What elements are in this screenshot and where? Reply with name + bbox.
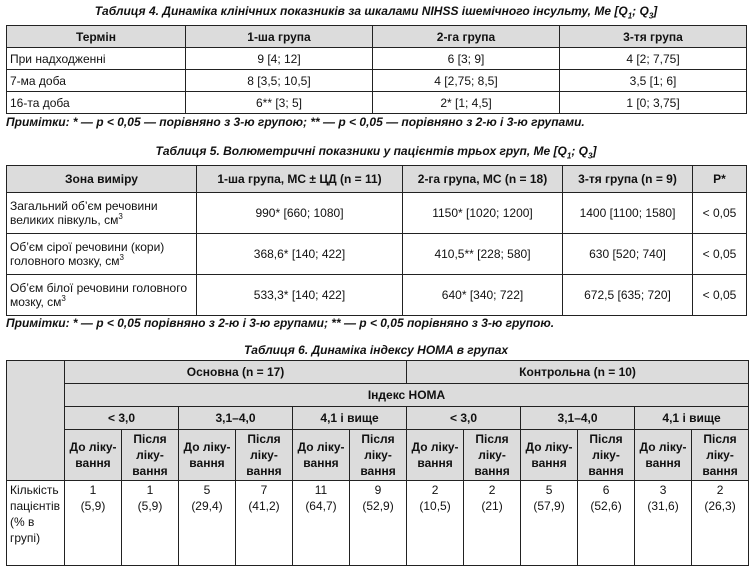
table6-range: 3,1–4,0	[521, 407, 635, 430]
table4-cell: 16-та доба	[7, 92, 186, 114]
table4	[6, 25, 747, 114]
table6-range: 3,1–4,0	[179, 407, 293, 430]
table6-cell: 3 (31,6)	[635, 481, 692, 566]
table5	[6, 165, 747, 316]
table5-note: Примітки: * — p < 0,05 порівняно з 2-ю і 3-ю групами; ** — p < 0,05 порівняно з 3-ю групою.	[6, 316, 555, 330]
table6-index-row	[7, 384, 749, 407]
table6-cell: 7 (41,2)	[236, 481, 293, 566]
table6-phase-row	[7, 430, 749, 481]
table6-range: < 3,0	[407, 407, 521, 430]
table5-cell: 1150* [1020; 1200]	[403, 193, 563, 234]
table4-cell: 6** [3; 5]	[186, 92, 373, 114]
table5-cell: 410,5** [228; 580]	[403, 234, 563, 275]
table6-index-label: Індекс HOMA	[65, 384, 749, 407]
table6	[6, 360, 749, 566]
table6-cell: 2 (26,3)	[692, 481, 749, 566]
table4-cell: 3,5 [1; 6]	[560, 70, 747, 92]
table6-phase-before: До лікування	[293, 430, 350, 481]
table5-row-label: Об’єм білої речовини головного мозку, $см^3$	[7, 275, 197, 316]
table6-phase-after: Після лікування	[350, 430, 407, 481]
table5-cell: 533,3* [140; 422]	[197, 275, 403, 316]
table6-phase-after: Після лікування	[464, 430, 521, 481]
table-row	[7, 234, 747, 275]
table-row	[7, 193, 747, 234]
table5-cell: 368,6* [140; 422]	[197, 234, 403, 275]
table4-cell: 4 [2,75; 8,5]	[373, 70, 560, 92]
table4-cell: 8 [3,5; 10,5]	[186, 70, 373, 92]
table6-phase-before: До лікування	[521, 430, 578, 481]
table5-row-label: Загальний об’єм речовини великих півкуль, $см^3$	[7, 193, 197, 234]
table6-cell: 2 (10,5)	[407, 481, 464, 566]
table6-range: < 3,0	[65, 407, 179, 430]
table6-caption: Таблиця 6. Динаміка індексу HOMA в групах	[243, 343, 509, 357]
table5-cell: 990* [660; 1080]	[197, 193, 403, 234]
table4-cell: 7-ма доба	[7, 70, 186, 92]
table5-caption: Таблиця 5. Волюметричні показники у пацієнтів трьох груп, Me [$Q_1$; $Q_3$]	[155, 144, 597, 161]
table5-cell: 672,5 [635; 720]	[563, 275, 693, 316]
table4-header-row	[7, 26, 747, 48]
table6-cell: 1 (5,9)	[122, 481, 179, 566]
table6-phase-after: Після лікування	[692, 430, 749, 481]
table4-cell: При надходженні	[7, 48, 186, 70]
table6-phase-after: Після лікування	[236, 430, 293, 481]
table6-cell: 1 (5,9)	[65, 481, 122, 566]
table-row	[7, 481, 749, 566]
table5-cell: 630 [520; 740]	[563, 234, 693, 275]
table6-range-row	[7, 407, 749, 430]
table5-header: Зона виміру	[7, 166, 197, 193]
table6-row-label: Кількість пацієнтів (% в групі)	[7, 481, 65, 566]
table5-header-row	[7, 166, 747, 193]
table5-header: 2-га група, МС (n = 18)	[403, 166, 563, 193]
table4-cell: 4 [2; 7,75]	[560, 48, 747, 70]
table-row	[7, 275, 747, 316]
table6-cell: 2 (21)	[464, 481, 521, 566]
table-row	[7, 48, 747, 70]
table5-cell: 640* [340; 722]	[403, 275, 563, 316]
table4-header: 3-тя група	[560, 26, 747, 48]
table5-header: 3-тя група (n = 9)	[563, 166, 693, 193]
table6-cell: 5 (29,4)	[179, 481, 236, 566]
table5-cell: < 0,05	[693, 234, 747, 275]
table-row	[7, 92, 747, 114]
table5-cell: < 0,05	[693, 275, 747, 316]
table4-header: 2-га група	[373, 26, 560, 48]
table6-group-main: Основна (n = 17)	[65, 361, 407, 384]
table6-cell: 5 (57,9)	[521, 481, 578, 566]
table4-cell: 2* [1; 4,5]	[373, 92, 560, 114]
table6-phase-before: До лікування	[407, 430, 464, 481]
table-row	[7, 70, 747, 92]
table5-header: P*	[693, 166, 747, 193]
table6-cell: 6 (52,6)	[578, 481, 635, 566]
table5-cell: 1400 [1100; 1580]	[563, 193, 693, 234]
table6-phase-after: Після лікування	[122, 430, 179, 481]
table4-header: 1-ша група	[186, 26, 373, 48]
table6-group-row	[7, 361, 749, 384]
table4-note: Примітки: * — p < 0,05 — порівняно з 3-ю групою; ** — p < 0,05 — порівняно з 2-ю і 3-ю групами.	[6, 115, 585, 129]
table4-cell: 9 [4; 12]	[186, 48, 373, 70]
table4-caption: Таблиця 4. Динаміка клінічних показників за шкалами NIHSS ішемічного інсульту, Me [$Q_1$; $Q_3$]	[94, 4, 658, 21]
table6-phase-before: До лікування	[65, 430, 122, 481]
table4-header: Термін	[7, 26, 186, 48]
table6-cell: 11 (64,7)	[293, 481, 350, 566]
table6-cell: 9 (52,9)	[350, 481, 407, 566]
table6-phase-before: До лікування	[635, 430, 692, 481]
table4-cell: 6 [3; 9]	[373, 48, 560, 70]
table6-corner	[7, 361, 65, 481]
table6-phase-before: До лікування	[179, 430, 236, 481]
table6-group-control: Контрольна (n = 10)	[407, 361, 749, 384]
table6-phase-after: Після лікування	[578, 430, 635, 481]
table5-row-label: Об’єм сірої речовини (кори) головного мозку, $см^3$	[7, 234, 197, 275]
table6-range: 4,1 і вище	[293, 407, 407, 430]
table4-cell: 1 [0; 3,75]	[560, 92, 747, 114]
table5-cell: < 0,05	[693, 193, 747, 234]
table6-range: 4,1 і вище	[635, 407, 749, 430]
table5-header: 1-ша група, МС ± ЦД (n = 11)	[197, 166, 403, 193]
